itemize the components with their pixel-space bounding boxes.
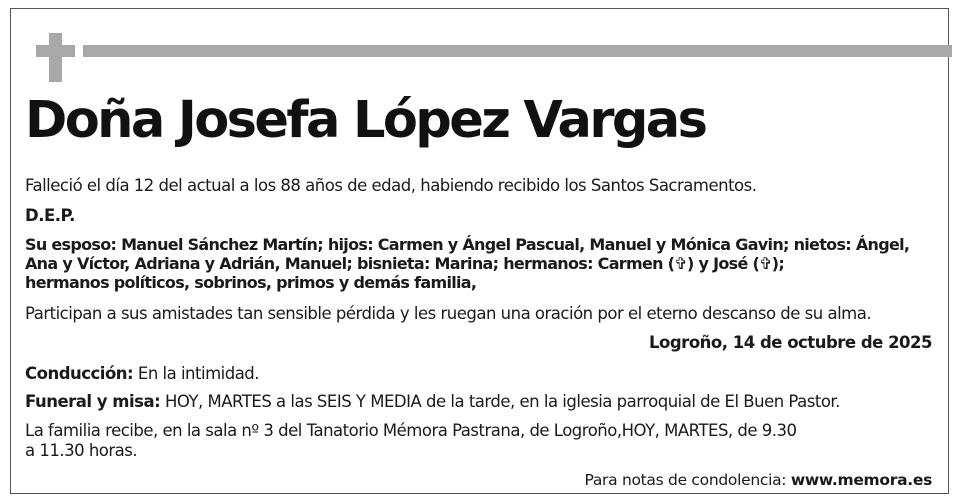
conduccion-line	[25, 364, 259, 384]
condolence-link[interactable]: www.memora.es	[790, 471, 932, 489]
family-line: hermanos políticos, sobrinos, primos y demás familia,	[25, 273, 477, 292]
funeral-line	[25, 392, 840, 412]
death-notice: Falleció el día 12 del actual a los 88 años de edad, habiendo recibido los Santos Sacramentos.	[25, 176, 757, 195]
funeral-label: Funeral y misa:	[25, 392, 161, 411]
cross-icon	[49, 33, 62, 82]
rip-text: D.E.P.	[25, 206, 75, 225]
header-rule	[83, 45, 952, 57]
condolence-label: Para notas de condolencia:	[584, 471, 787, 489]
deceased-name: Doña Josefa López Vargas	[25, 91, 706, 150]
family-list	[25, 235, 940, 292]
invitation-text: Participan a sus amistades tan sensible pérdida y les ruegan una oración por el eterno descanso de su alma.	[25, 304, 872, 323]
condolence-note	[585, 470, 933, 490]
family-line: Ana y Víctor, Adriana y Adrián, Manuel; bisnieta: Marina; hermanos: Carmen (✞) y José (✞);	[25, 254, 785, 273]
family-line: Su esposo: Manuel Sánchez Martín; hijos: Carmen y Ángel Pascual, Manuel y Mónica Gavin; nietos: Ángel,	[25, 235, 910, 254]
conduccion-label: Conducción:	[25, 364, 134, 383]
reception-line: a 11.30 horas.	[25, 441, 138, 460]
reception-line: La familia recibe, en la sala nº 3 del Tanatorio Mémora Pastrana, de Logroño,HOY, MARTES, de 9.30	[25, 421, 797, 440]
conduccion-text: En la intimidad.	[137, 364, 260, 383]
place-date: Logroño, 14 de octubre de 2025	[649, 333, 932, 352]
cross-icon-bar	[36, 45, 75, 57]
funeral-text: HOY, MARTES a las SEIS Y MEDIA de la tarde, en la iglesia parroquial de El Buen Pastor.	[164, 392, 840, 411]
